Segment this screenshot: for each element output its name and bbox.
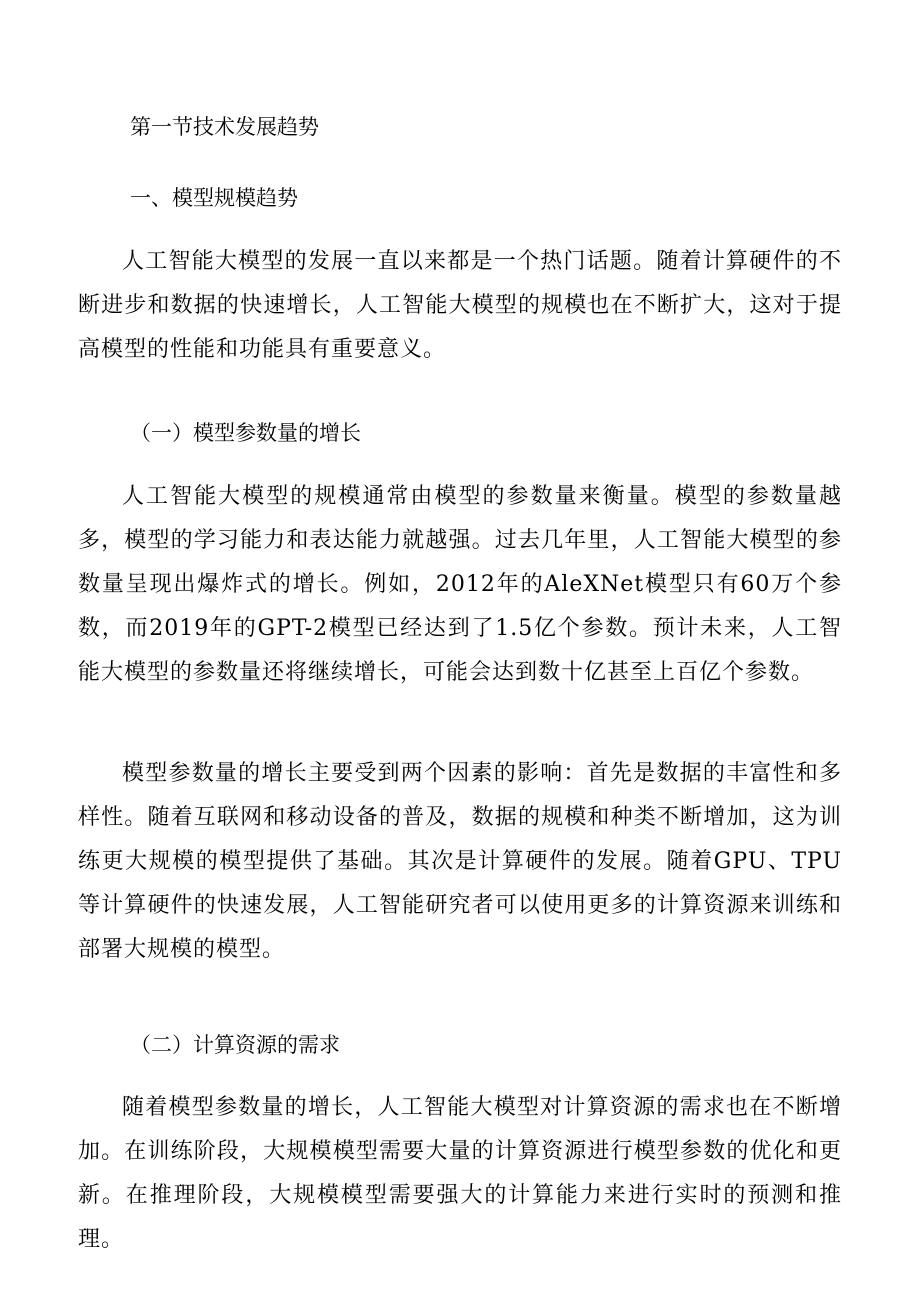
part1-title: （一）模型参数量的增长 xyxy=(130,421,361,445)
subsection-title: 一、模型规模趋势 xyxy=(130,186,298,210)
part1-paragraph-2: 模型参数量的增长主要受到两个因素的影响：首先是数据的丰富性和多样性。随着互联网和移动设备的普及，数据的规模和种类不断增加，这为训练更大规模的模型提供了基础。其次是计算硬件的发展。随着GPU、TPU等计算硬件的快速发展，人工智能研究者可以使用更多的计算资源来训练和部署大规模的模型。 xyxy=(78,761,842,962)
part2-title: （二）计算资源的需求 xyxy=(130,1033,340,1057)
intro-paragraph: 人工智能大模型的发展一直以来都是一个热门话题。随着计算硬件的不断进步和数据的快速增长，人工智能大模型的规模也在不断扩大，这对于提高模型的性能和功能具有重要意义。 xyxy=(78,249,842,362)
section-title: 第一节技术发展趋势 xyxy=(130,115,319,139)
part1-paragraph-1: 人工智能大模型的规模通常由模型的参数量来衡量。模型的参数量越多，模型的学习能力和表达能力就越强。过去几年里，人工智能大模型的参数量呈现出爆炸式的增长。例如，2012年的AleXNet模型只有60万个参数，而2019年的GPT-2模型已经达到了1.5亿个参数。预计未来，人工智能大模型的参数量还将继续增长，可能会达到数十亿甚至上百亿个参数。 xyxy=(78,484,842,685)
part2-paragraph-1: 随着模型参数量的增长，人工智能大模型对计算资源的需求也在不断增加。在训练阶段，大规模模型需要大量的计算资源进行模型参数的优化和更新。在推理阶段，大规模模型需要强大的计算能力来进行实时的预测和推理。 xyxy=(78,1095,842,1252)
